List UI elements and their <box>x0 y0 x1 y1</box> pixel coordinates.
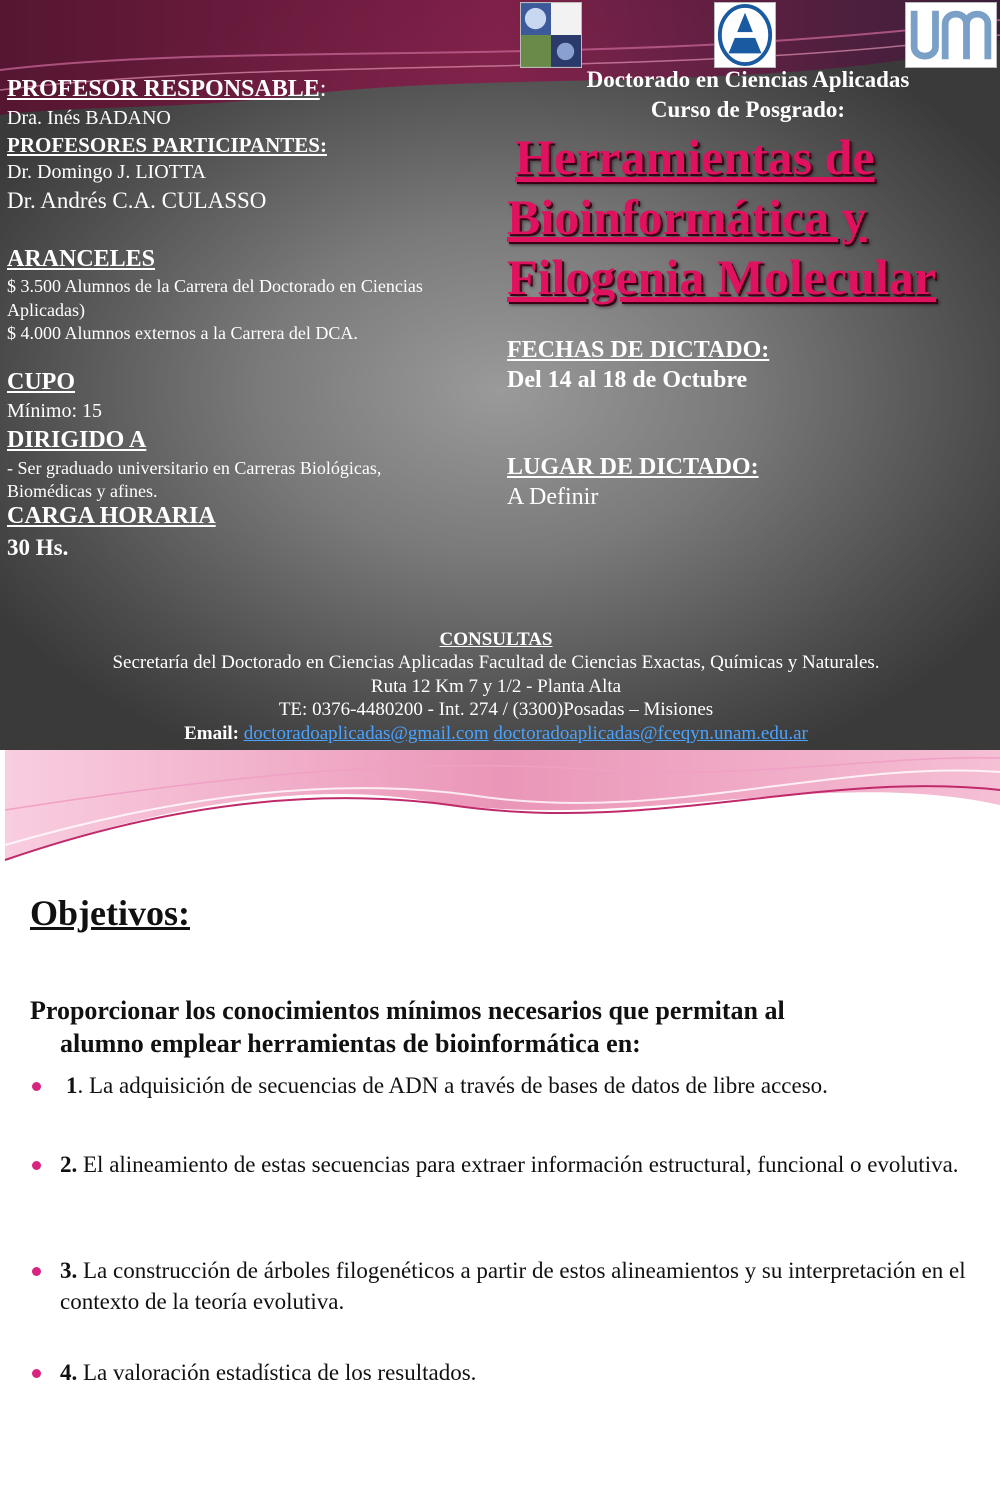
email-link[interactable]: doctoradoaplicadas@fceqyn.unam.edu.ar <box>493 723 808 744</box>
program-name: Doctorado en Ciencias Aplicadas <box>586 67 910 92</box>
objective-text: La construcción de árboles filogenéticos a partir de estos alineamientos y su interpretación en el contexto de la teoría evolutiva. <box>60 1258 966 1314</box>
objective-number: 3. <box>60 1258 78 1283</box>
ecology-logo-icon <box>520 2 582 68</box>
dirigido-text: Biomédicas y afines. <box>7 481 158 501</box>
consultas-heading: CONSULTAS <box>439 629 553 650</box>
facultad-logo-icon <box>714 2 776 68</box>
bullet-icon <box>32 1369 41 1378</box>
course-title-line: Filogenia Molecular <box>507 249 937 305</box>
objective-number: 4. <box>60 1360 78 1385</box>
lugar-heading: LUGAR DE DICTADO: <box>507 454 759 480</box>
heading-colon: : <box>319 76 327 102</box>
cupo-heading: CUPO <box>7 369 75 395</box>
fechas-heading: FECHAS DE DICTADO: <box>507 337 770 363</box>
objective-item <box>60 1255 995 1317</box>
objective-text: La valoración estadística de los resultados. <box>77 1360 477 1385</box>
objective-text: . La adquisición de secuencias de ADN a través de bases de datos de libre acceso. <box>77 1073 828 1098</box>
course-title-line: Herramientas de <box>515 129 875 185</box>
consultas-address: Secretaría del Doctorado en Ciencias Aplicadas Facultad de Ciencias Exactas, Químicas y Naturales. <box>112 652 880 673</box>
consultas-email-line <box>0 722 992 746</box>
header-wave-decoration <box>0 750 1000 880</box>
aranceles-heading: ARANCELES <box>7 246 156 272</box>
arancel-text: $ 3.500 Alumnos de la Carrera del Doctorado en Ciencias <box>7 276 423 296</box>
objective-text: El alineamiento de estas secuencias para extraer información estructural, funcional o evolutiva. <box>77 1152 959 1177</box>
intro-line: Proporcionar los conocimientos mínimos necesarios que permitan al <box>30 996 785 1025</box>
consultas-block <box>0 628 992 746</box>
objectives-title: Objetivos: <box>30 893 190 933</box>
dirigido-heading: DIRIGIDO A <box>7 427 147 453</box>
consultas-phone: TE: 0376-4480200 - Int. 274 / (3300)Posadas – Misiones <box>278 699 714 720</box>
lugar-value: A Definir <box>507 484 599 510</box>
profesores-participantes-heading: PROFESORES PARTICIPANTES: <box>7 133 327 157</box>
objectives-slide <box>0 750 1000 1500</box>
carga-horaria-heading: CARGA HORARIA <box>7 503 216 529</box>
fechas-value: Del 14 al 18 de Octubre <box>507 367 748 393</box>
bullet-icon <box>32 1161 41 1170</box>
objective-item <box>60 1149 995 1180</box>
profesor-responsable-heading: PROFESOR RESPONSABLE: <box>7 76 327 102</box>
dirigido-text: - Ser graduado universitario en Carreras Biológicas, <box>7 458 382 478</box>
intro-line: alumno emplear herramientas de bioinformática en: <box>60 1029 641 1058</box>
unam-logo-icon <box>905 2 997 68</box>
objective-number: 2. <box>60 1152 78 1177</box>
arancel-text: Aplicadas) <box>7 300 85 320</box>
profesor-responsable: Dra. Inés BADANO <box>7 107 171 129</box>
objectives-intro <box>30 994 950 1060</box>
bullet-icon <box>32 1082 41 1091</box>
cupo-value: Mínimo: 15 <box>7 400 103 422</box>
bullet-icon <box>32 1267 41 1276</box>
email-link[interactable]: doctoradoaplicadas@gmail.com <box>243 723 489 744</box>
carga-horaria-value: 30 Hs. <box>7 535 69 560</box>
profesor-participante: Dr. Domingo J. LIOTTA <box>7 161 206 183</box>
email-label: Email: <box>184 723 239 744</box>
course-title-line: Bioinformática y <box>507 189 867 245</box>
course-type: Curso de Posgrado: <box>650 97 846 122</box>
arancel-text: $ 4.000 Alumnos externos a la Carrera del DCA. <box>7 323 358 343</box>
objective-number: 1 <box>66 1073 78 1098</box>
consultas-address: Ruta 12 Km 7 y 1/2 - Planta Alta <box>370 676 622 697</box>
objective-item <box>60 1070 995 1101</box>
profesor-participante: Dr. Andrés C.A. CULASSO <box>7 188 267 213</box>
objective-item <box>60 1357 995 1388</box>
